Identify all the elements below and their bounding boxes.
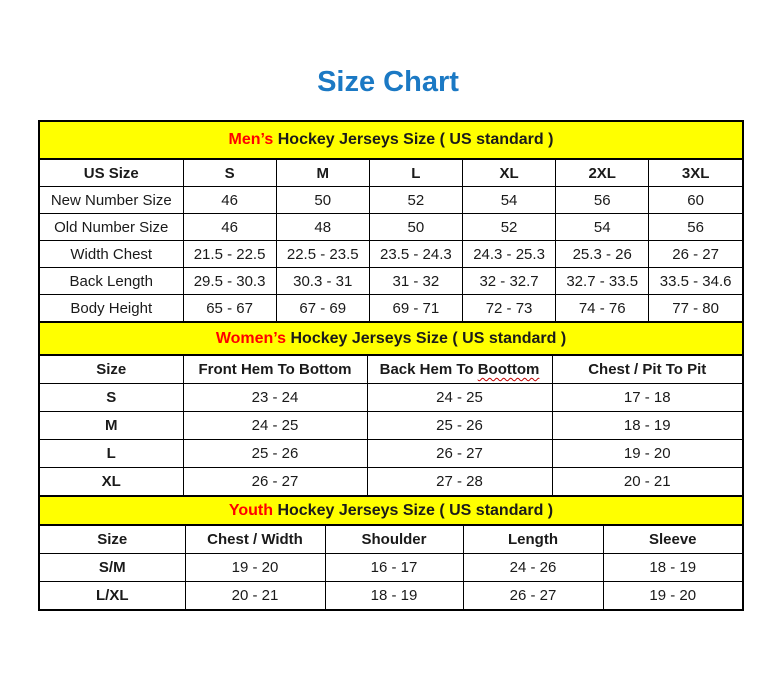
size-cell: 18 - 19: [552, 412, 742, 440]
row-label: Body Height: [40, 295, 183, 322]
column-header: Sleeve: [603, 525, 742, 554]
size-cell: 20 - 21: [185, 582, 325, 610]
mens-banner-text: Hockey Jerseys Size ( US standard ): [277, 131, 554, 148]
column-header: L: [369, 159, 462, 187]
row-label: L/XL: [40, 582, 185, 610]
size-cell: 26 - 27: [367, 440, 552, 468]
table-row: [40, 384, 742, 412]
size-cell: 24 - 25: [183, 412, 367, 440]
column-header: XL: [462, 159, 555, 187]
row-label: M: [40, 412, 183, 440]
row-label: S: [40, 384, 183, 412]
size-cell: 30.3 - 31: [276, 268, 369, 295]
misspelled-word: Boottom: [477, 361, 540, 378]
womens-banner-highlight: Women’s: [215, 329, 287, 347]
size-cell: 26 - 27: [649, 241, 742, 268]
table-row: [40, 554, 742, 582]
size-cell: 16 - 17: [325, 554, 463, 582]
youth-banner-row: [40, 496, 742, 525]
size-cell: 32 - 32.7: [462, 268, 555, 295]
size-cell: 18 - 19: [603, 554, 742, 582]
size-cell: 46: [183, 187, 276, 214]
mens-banner-row: [40, 122, 742, 159]
youth-banner-text: Hockey Jerseys Size ( US standard ): [277, 501, 554, 519]
mens-banner-highlight: Men’s: [228, 131, 274, 148]
column-header: S: [183, 159, 276, 187]
page-title: Size Chart: [317, 66, 459, 98]
size-cell: 50: [369, 214, 462, 241]
size-cell: 26 - 27: [183, 468, 367, 496]
table-row: [40, 295, 742, 322]
row-label: Back Length: [40, 268, 183, 295]
column-header: 3XL: [649, 159, 742, 187]
size-cell: 65 - 67: [183, 295, 276, 322]
size-cell: 54: [462, 187, 555, 214]
row-label: XL: [40, 468, 183, 496]
size-cell: 26 - 27: [463, 582, 603, 610]
column-header: US Size: [40, 159, 183, 187]
size-cell: 52: [462, 214, 555, 241]
size-cell: 56: [649, 214, 742, 241]
size-cell: 20 - 21: [552, 468, 742, 496]
size-cell: 25.3 - 26: [556, 241, 649, 268]
size-cell: 29.5 - 30.3: [183, 268, 276, 295]
womens-header-row: [40, 355, 742, 384]
youth-header-row: [40, 525, 742, 554]
table-row: [40, 187, 742, 214]
size-cell: 25 - 26: [367, 412, 552, 440]
size-cell: 17 - 18: [552, 384, 742, 412]
mens-header-row: [40, 159, 742, 187]
column-header: Size: [40, 525, 185, 554]
size-cell: 32.7 - 33.5: [556, 268, 649, 295]
size-cell: 54: [556, 214, 649, 241]
size-cell: 67 - 69: [276, 295, 369, 322]
table-row: [40, 412, 742, 440]
table-row: [40, 241, 742, 268]
size-cell: 24 - 25: [367, 384, 552, 412]
size-cell: 27 - 28: [367, 468, 552, 496]
size-cell: 19 - 20: [185, 554, 325, 582]
size-cell: 77 - 80: [649, 295, 742, 322]
column-header-text: Back Hem To: [379, 361, 474, 378]
size-cell: 74 - 76: [556, 295, 649, 322]
column-header: Front Hem To Bottom: [183, 355, 367, 384]
size-cell: 33.5 - 34.6: [649, 268, 742, 295]
size-cell: 48: [276, 214, 369, 241]
table-row: [40, 440, 742, 468]
mens-banner: [40, 122, 742, 159]
womens-banner: [40, 322, 742, 355]
womens-size-table: [40, 321, 742, 495]
size-cell: 23 - 24: [183, 384, 367, 412]
size-cell: 22.5 - 23.5: [276, 241, 369, 268]
column-header: Chest / Pit To Pit: [552, 355, 742, 384]
table-row: [40, 214, 742, 241]
row-label: Width Chest: [40, 241, 183, 268]
size-cell: 18 - 19: [325, 582, 463, 610]
size-cell: 46: [183, 214, 276, 241]
size-cell: 19 - 20: [552, 440, 742, 468]
table-row: [40, 582, 742, 610]
table-row: [40, 268, 742, 295]
row-label: New Number Size: [40, 187, 183, 214]
size-cell: 50: [276, 187, 369, 214]
column-header: Chest / Width: [185, 525, 325, 554]
mens-size-table: [40, 122, 742, 321]
column-header: M: [276, 159, 369, 187]
size-cell: 21.5 - 22.5: [183, 241, 276, 268]
size-cell: 23.5 - 24.3: [369, 241, 462, 268]
row-label: Old Number Size: [40, 214, 183, 241]
size-cell: 24.3 - 25.3: [462, 241, 555, 268]
size-cell: 19 - 20: [603, 582, 742, 610]
row-label: L: [40, 440, 183, 468]
row-label: S/M: [40, 554, 185, 582]
youth-banner-highlight: Youth: [228, 501, 273, 519]
youth-banner: [40, 496, 742, 525]
size-cell: 24 - 26: [463, 554, 603, 582]
size-cell: 31 - 32: [369, 268, 462, 295]
womens-banner-row: [40, 322, 742, 355]
column-header: [367, 355, 552, 384]
column-header: Size: [40, 355, 183, 384]
womens-banner-text: Hockey Jerseys Size ( US standard ): [290, 329, 567, 347]
size-cell: 56: [556, 187, 649, 214]
size-cell: 52: [369, 187, 462, 214]
size-cell: 60: [649, 187, 742, 214]
column-header: Length: [463, 525, 603, 554]
column-header: Shoulder: [325, 525, 463, 554]
size-chart-container: [38, 120, 744, 611]
size-cell: 72 - 73: [462, 295, 555, 322]
youth-size-table: [40, 495, 742, 609]
size-cell: 69 - 71: [369, 295, 462, 322]
size-cell: 25 - 26: [183, 440, 367, 468]
column-header: 2XL: [556, 159, 649, 187]
table-row: [40, 468, 742, 496]
